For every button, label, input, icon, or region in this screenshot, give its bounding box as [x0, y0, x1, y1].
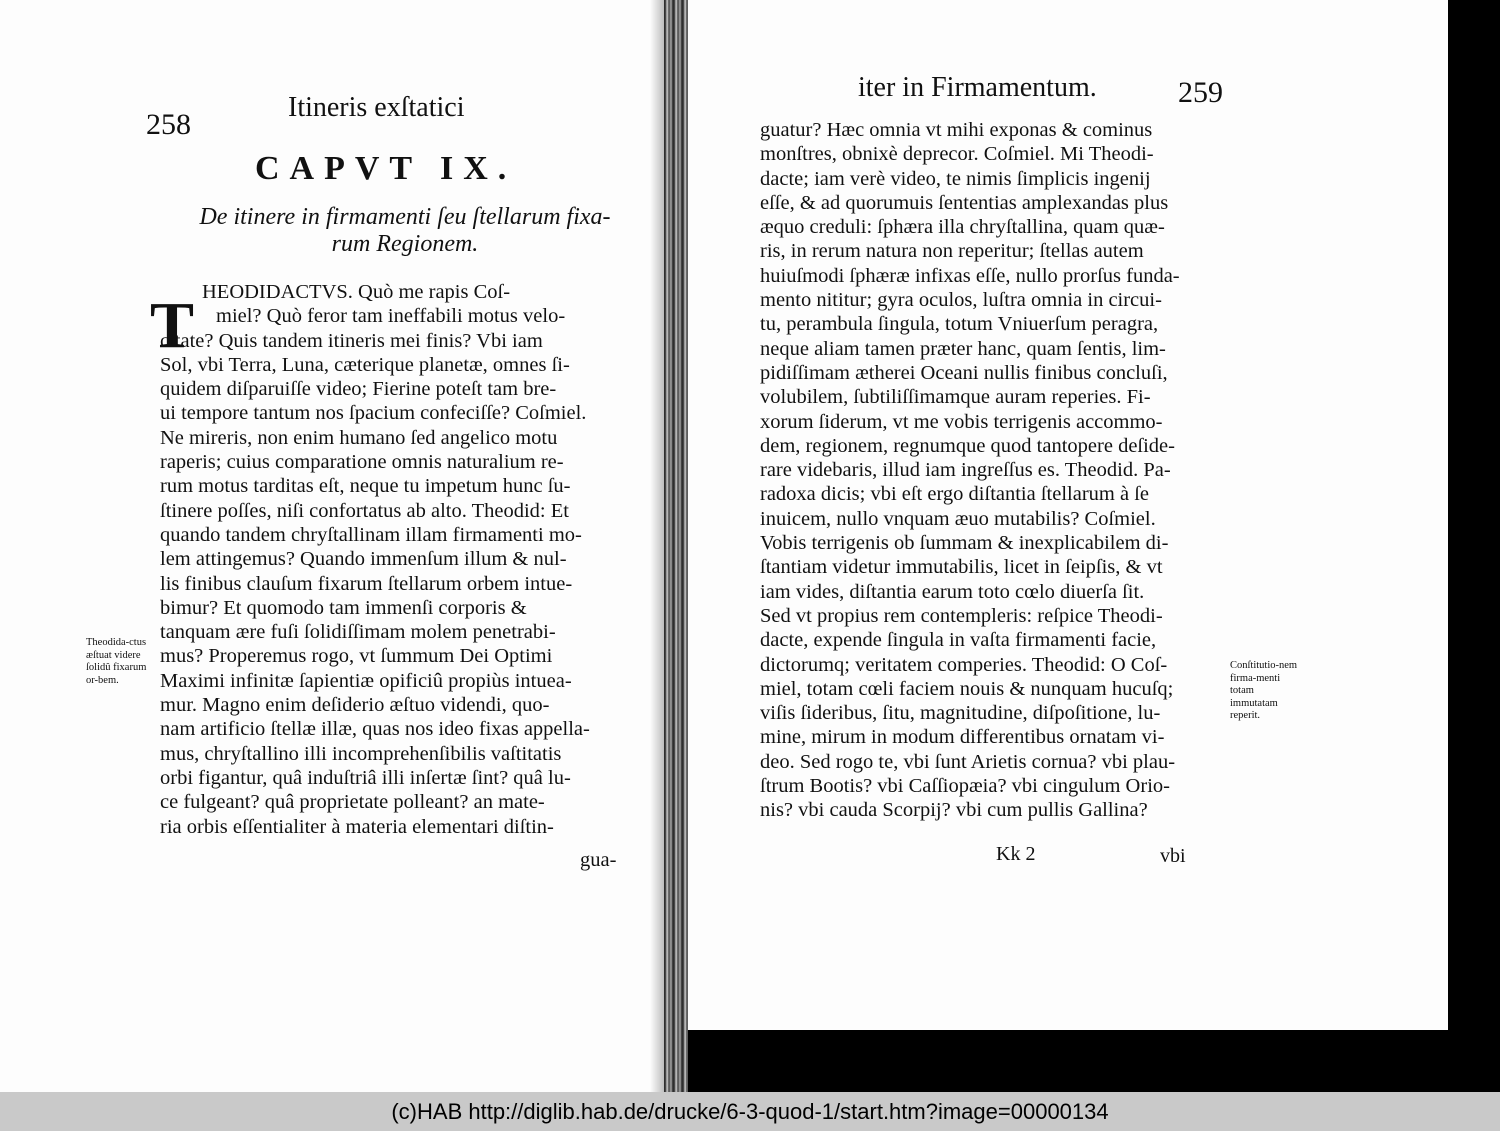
- text-line: mur. Magno enim deſiderio æſtuo videndi, quo-: [160, 694, 550, 717]
- text-line: tu, perambula ſingula, totum Vniuerſum peragra,: [760, 313, 1159, 336]
- left-body-text: [160, 280, 590, 839]
- text-line: nam artificio ſtellæ illæ, quas nos ideo fixas appella-: [160, 718, 590, 741]
- text-line: mus? Properemus rogo, vt ſummum Dei Optimi: [160, 645, 553, 668]
- right-body-text: [760, 118, 1180, 823]
- left-catchword: gua-: [580, 849, 617, 871]
- text-line: ſtinere poſſes, niſi confortatus ab alto. Theodid: Et: [160, 499, 569, 522]
- footer-credit: (c)HAB http://diglib.hab.de/drucke/6-3-quod-1/start.htm?image=00000134: [0, 1092, 1500, 1131]
- text-line: dacte; iam verè video, te nimis ſimplicis ingenij: [760, 167, 1151, 190]
- text-line: ce fulgeant? quâ proprietate polleant? an mate-: [160, 791, 545, 814]
- text-line: deo. Sed rogo te, vbi ſunt Arietis cornua? vbi plau-: [760, 750, 1176, 773]
- text-line: raperis; cuius comparatione omnis naturalium re-: [160, 451, 564, 474]
- text-line: HEODIDACTVS. Quò me rapis Coſ-: [202, 281, 511, 303]
- right-catchword: vbi: [1160, 845, 1186, 867]
- text-line: rare videbaris, illud iam ingreſſus es. Theodid. Pa-: [760, 459, 1171, 482]
- chapter-subtitle-line-1: De itinere in firmamenti ſeu ſtellarum fixa-: [199, 204, 611, 230]
- left-running-head: Itineris exſtatici: [288, 92, 465, 123]
- text-line: dictorumq; veritatem comperies. Theodid: O Coſ-: [760, 653, 1168, 676]
- left-page-number: 258: [146, 108, 191, 141]
- right-page: [688, 0, 1448, 1030]
- text-line: monſtres, obnixè deprecor. Coſmiel. Mi Theodi-: [760, 143, 1154, 166]
- text-line: viſis ſideribus, ſitu, magnitudine, diſpoſitione, lu-: [760, 702, 1161, 725]
- text-line: quidem diſparuiſſe video; Fierine poteſt tam bre-: [160, 378, 557, 401]
- text-line: mine, mirum in modum differentibus ornatam vi-: [760, 726, 1165, 749]
- chapter-subtitle: [170, 204, 640, 258]
- text-line: ſtantiam videtur immutabilis, licet in ſeipſis, & vt: [760, 556, 1163, 579]
- text-line: miel? Quò feror tam ineffabili motus velo-: [216, 305, 566, 328]
- text-line: citate? Quis tandem itineris mei finis? Vbi iam: [160, 329, 543, 352]
- text-line: rum motus tarditas eſt, neque tu impetum hunc ſu-: [160, 475, 571, 498]
- right-running-head: iter in Firmamentum.: [858, 72, 1097, 103]
- gutter-shadow: [650, 0, 664, 1092]
- text-line: ui tempore tantum nos ſpacium confeciſſe? Coſmiel.: [160, 402, 587, 425]
- text-line: dem, regionem, regnumque quod tantopere deſide-: [760, 434, 1175, 457]
- text-line: Vobis terrigenis ob ſummam & inexplicabilem di-: [760, 532, 1169, 555]
- left-page: [0, 0, 664, 1092]
- text-line: miel, totam cœli faciem nouis & nunquam hucuſq;: [760, 677, 1174, 700]
- drop-cap: T: [150, 289, 195, 362]
- text-line: pidiſſimam ætherei Oceani nullis finibus concluſi,: [760, 361, 1168, 384]
- text-line: æquo creduli: ſphæra illa chryſtallina, quam quæ-: [760, 216, 1165, 239]
- text-line: inuicem, nullo vnquam æuo mutabilis? Coſmiel.: [760, 507, 1156, 530]
- text-line: radoxa dicis; vbi eſt ergo diſtantia ſtellarum à ſe: [760, 483, 1149, 506]
- text-line: ria orbis eſſentialiter à materia elementari diſtin-: [160, 815, 554, 838]
- text-line: mus, chryſtallino illi incomprehenſibilis vaſtitatis: [160, 742, 562, 765]
- right-page-number: 259: [1178, 76, 1223, 109]
- text-line: guatur? Hæc omnia vt mihi exponas & cominus: [760, 119, 1153, 141]
- text-line: lem attingemus? Quando immenſum illum & nul-: [160, 548, 567, 571]
- book-gutter: [664, 0, 688, 1092]
- text-line: bimur? Et quomodo tam immenſi corporis &: [160, 596, 527, 619]
- signature-mark: Kk 2: [996, 843, 1036, 865]
- text-line: ris, in rerum natura non reperitur; ſtellas autem: [760, 240, 1144, 263]
- text-line: Sol, vbi Terra, Luna, cæterique planetæ, omnes ſi-: [160, 353, 570, 376]
- text-line: eſſe, & ad quorumuis ſententias amplexandas plus: [760, 191, 1169, 214]
- text-line: Ne mireris, non enim humano ſed angelico motu: [160, 426, 558, 449]
- text-line: Sed vt propius rem contempleris: reſpice Theodi-: [760, 604, 1163, 627]
- text-line: orbi figantur, quâ induſtriâ illi inſertæ ſint? quâ lu-: [160, 766, 571, 789]
- chapter-subtitle-line-2: rum Regionem.: [331, 231, 479, 257]
- text-line: ſtrum Bootis? vbi Caſſiopæia? vbi cingulum Orio-: [760, 775, 1170, 798]
- text-line: lis finibus clauſum fixarum ſtellarum orbem intue-: [160, 572, 573, 595]
- chapter-title: CAPVT IX.: [255, 150, 517, 187]
- text-line: neque aliam tamen præter hanc, quam ſentis, lim-: [760, 337, 1166, 360]
- text-line: tanquam ære fuſi ſolidiſſimam molem penetrabi-: [160, 621, 556, 644]
- text-line: quando tandem chryſtallinam illam firmamenti mo-: [160, 523, 582, 546]
- text-line: huiuſmodi ſphæræ infixas eſſe, nullo prorſus funda-: [760, 264, 1180, 287]
- left-marginal-note: Theodida-ctus æſtuat videre ſolidû fixarum or-bem.: [86, 637, 147, 686]
- text-line: xorum ſiderum, vt me vobis terrigenis accommo-: [760, 410, 1163, 433]
- right-marginal-note: Conſtitutio-nem firma-menti totam immutatam reperit.: [1230, 660, 1298, 721]
- text-line: mento nititur; gyra oculos, luſtra omnia in circui-: [760, 289, 1162, 312]
- text-line: dacte, expende ſingula in vaſta firmamenti facie,: [760, 629, 1157, 652]
- text-line: Maximi infinitæ ſapientiæ opificiû propiùs intuea-: [160, 669, 572, 692]
- text-line: nis? vbi cauda Scorpij? vbi cum pullis Gallina?: [760, 799, 1148, 822]
- text-line: volubilem, ſubtiliſſimamque auram reperies. Fi-: [760, 386, 1151, 409]
- text-line: iam vides, diſtantia earum toto cœlo diuerſa ſit.: [760, 580, 1145, 603]
